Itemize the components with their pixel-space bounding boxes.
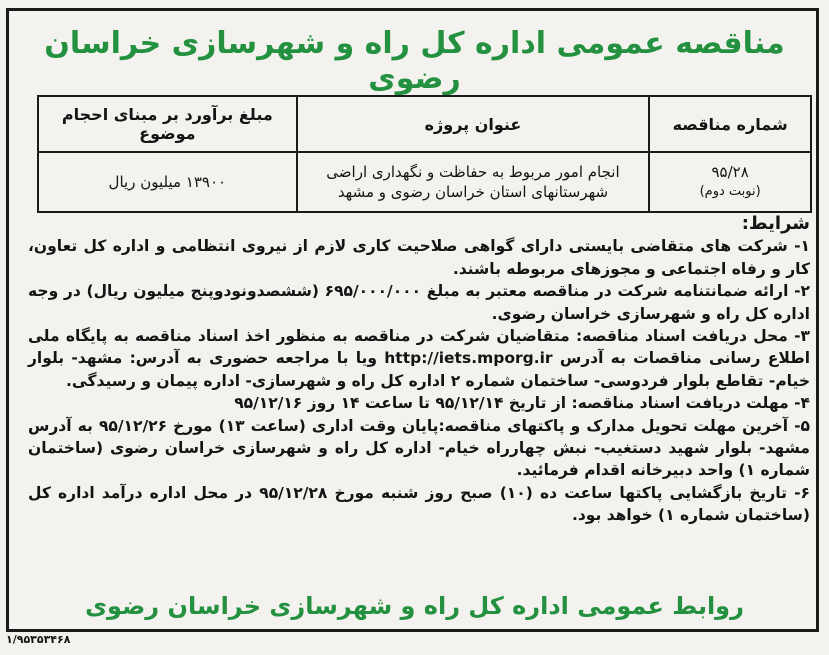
cell-project-title: انجام امور مربوط به حفاظت و نگهداری اراضی شهرستانهای استان خراسان رضوی و مشهد [297,152,650,212]
condition-item-3 [28,325,810,392]
notice-title: مناقصه عمومی اداره کل راه و شهرسازی خراسان رضوی [44,26,785,96]
public-relations-signature: روابط عمومی اداره کل راه و شهرسازی خراسان رضوی [85,592,744,620]
header-tender-number: شماره مناقصه [649,96,811,152]
condition-item-5: ۵- آخرین مهلت تحویل مدارک و پاکتهای مناقصه:پایان وقت اداری (ساعت ۱۳) مورخ ۹۵/۱۲/۲۶ به آدرس مشهد- بلوار شهید دستغیب- نبش چهارراه خیام- اداره کل راه و شهرسازی خراسان رضوی (ساختمان شماره ۱) واحد دبیرخانه اقدام فرمائید. [28,416,810,480]
condition-item-4: ۴- مهلت دریافت اسناد مناقصه: از تاریخ ۹۵/۱۲/۱۴ تا ساعت ۱۴ روز ۹۵/۱۲/۱۶ [234,394,810,413]
condition-item-3-text: ۳- محل دریافت اسناد مناقصه: متقاضیان شرکت در مناقصه به منظور اخذ اسناد مناقصه به پایگاه ملی اطلاع رسانی مناقصات به آدرس [28,327,811,368]
condition-item-2: ۲- ارائه ضمانتنامه شرکت در مناقصه معتبر به مبلغ ۶۹۵/۰۰۰/۰۰۰ (ششصدونودوپنج میلیون ریال) در وجه اداره کل راه و شهرسازی خراسان رضوی. [28,282,811,323]
conditions-heading: شرایط: [741,213,810,234]
cell-tender-number [649,152,811,212]
condition-item-3-cont: ویا با مراجعه حضوری به آدرس: مشهد- بلوار خیام- تقاطع بلوار فردوسی- ساختمان شماره ۲ اداره کل راه و شهرسازی- اداره پیمان و رسیدگی. [28,349,810,390]
condition-item-1: ۱- شرکت های متقاضی بایستی دارای گواهی صلاحیت کاری لازم از نیروی انتظامی و اداره کل تعاون، کار و رفاه اجتماعی و مجوزهای مربوطه باشند. [28,237,810,278]
table-header-row [38,96,811,152]
tender-round: (نوبت دوم) [699,184,761,199]
header-estimated-amount: مبلغ برآورد بر مبنای احجام موضوع [38,96,297,152]
cell-estimated-amount: ۱۳۹۰۰ میلیون ریال [38,152,297,212]
ad-code: ۱/۹۵۳۵۳۴۶۸ [6,633,71,646]
tender-portal-link[interactable]: http://iets.mporg.ir [384,349,553,368]
condition-item-6: ۶- تاریخ بازگشایی پاکتها ساعت ده (۱۰) صبح روز شنبه مورخ ۹۵/۱۲/۲۸ در محل اداره درآمد اداره کل (ساختمان شماره ۱) خواهد بود. [28,483,810,525]
header-project-title: عنوان پروژه [297,96,650,152]
tender-number: ۹۵/۲۸ [711,163,749,181]
conditions-section [28,213,810,527]
tender-table [37,95,812,213]
table-row [38,152,811,212]
